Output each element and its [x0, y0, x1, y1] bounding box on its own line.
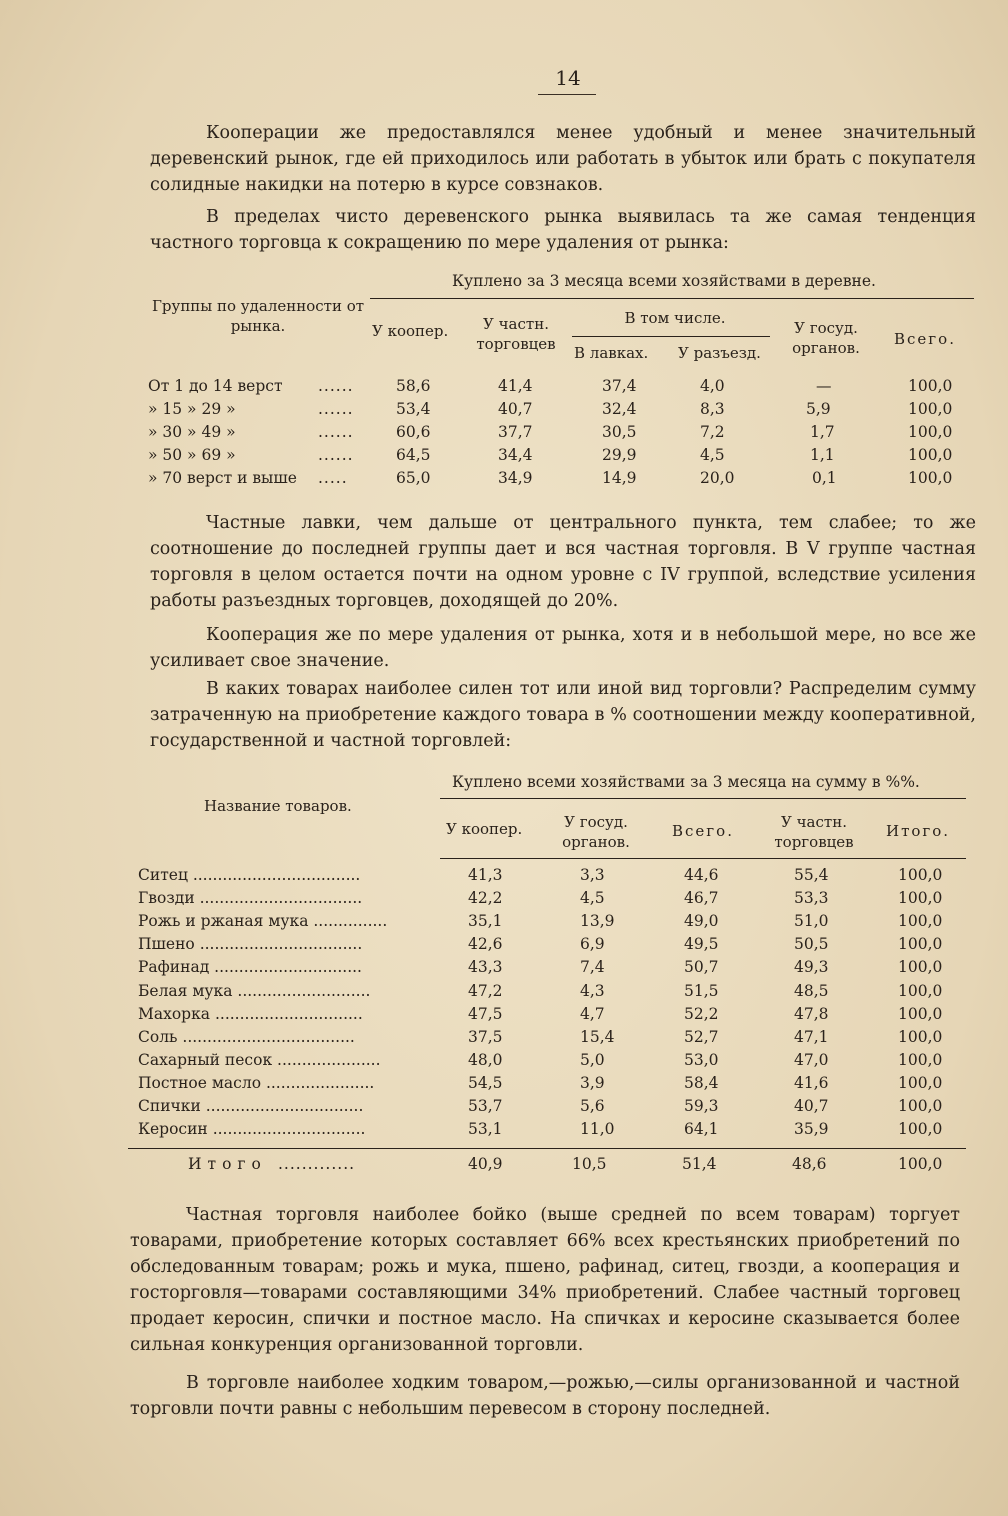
- cell-total: 100,0: [898, 1097, 943, 1115]
- cell-peddlers: 4,0: [700, 377, 725, 395]
- cell-private: 51,0: [794, 912, 829, 931]
- cell-total: 100,0: [898, 1050, 943, 1069]
- goods-name: Соль ...................................: [138, 1027, 355, 1046]
- cell-private: 34,4: [498, 446, 533, 464]
- cell-coop: 58,6: [396, 377, 431, 395]
- cell-peddlers: 20,0: [700, 469, 735, 487]
- cell-total: 100,0: [898, 935, 943, 954]
- table1-sub-rule: [572, 336, 770, 337]
- cell-private: 53,3: [794, 889, 829, 908]
- goods-name: Постное масло ......................: [138, 1073, 375, 1092]
- cell-coop: 41,3: [468, 866, 503, 884]
- row-group: » 15 » 29 »: [148, 400, 236, 418]
- cell-state: 7,4: [580, 958, 605, 977]
- cell-sum: 49,5: [684, 935, 719, 954]
- cell-state: 1,7: [810, 423, 835, 441]
- cell-sum: 58,4: [684, 1073, 719, 1092]
- cell-coop: 47,2: [468, 981, 503, 1000]
- total-label: Итого: [188, 1155, 267, 1173]
- cell-sum: 64,1: [684, 1120, 719, 1139]
- table1-header-coop: У коопер.: [372, 322, 449, 340]
- page-number: 14: [555, 66, 581, 90]
- cell-private: 41,4: [498, 377, 533, 395]
- cell-shops: 14,9: [602, 469, 637, 487]
- paragraph-6: Частная торговля наиболее бойко (выше средней по всем товарам) торгует товарами, приобретение которых составляет 66% всех крестьянских приобретений по обследованным товарам; рожь и мука, пшено, рафинад, ситец, гвозди, а кооперация и госторговля—товарами составляющими 34% приобретений. Слабее частный торговец продает керосин, спички и постное масло. На спичках и керосине сказывается более сильная конкуренция организованной торговли.: [130, 1205, 960, 1355]
- cell-coop: 35,1: [468, 912, 503, 931]
- cell-total: 100,0: [908, 400, 953, 418]
- goods-name: Рожь и ржаная мука ...............: [138, 912, 388, 931]
- table1-header-shops: В лавках.: [574, 344, 649, 362]
- cell-private: 47,1: [794, 1027, 829, 1046]
- cell-state: 4,7: [580, 1004, 605, 1023]
- cell-total: 100,0: [898, 1073, 943, 1092]
- cell-sum: 52,7: [684, 1027, 719, 1046]
- book-page: 14 Кооперации же предоставлялся менее удобный и менее значительный деревенский рынок, где ей приходилось или работать в убыток или брать с покупателя солидные накидки на потерю в курсе совзнаков. В пределах чисто деревенского рынка выявилась та же самая тенденция частного торговца к сокращению по мере удаления от рынка: Куплено за 3 месяца всеми хозяйствами в деревне. Группы по удаленности от рынка. У коопер. У частн. торговцев В том числе. В лавках. У разъезд. У госуд. органов. Всего. От 1 до 14 верст ...... 58,6 41,4 37,4 4,0 — 100,0 » 15 » 29 » ...... 53,4 40,7 32,4 8,3 5,9 100,0 » 30 » 49 » ...... 60,6 37,7 30,5 7,2 1,7 100,0 » 50 » 69 » ...... 64,5 34,4 29,9 4,5 1,1 100,0 » 70 верст и выше ..... 65,0 34,9 14,9 20,0 0,1 100,0 Частные лавки, чем дальше от центрального пункта, тем слабее; то же соотношение до последней группы дает и вся частная торговля. В V группе частная торговля в целом остается почти на одном уровне с IV группой, вследствие усиления работы разъездных торговцев, доходящей до 20%. Кооперация же по мере удаления от рынка, хотя и в небольшой мере, но все же усиливает свое значение. В каких товарах наиболее силен тот или иной вид торговли? Распределим сумму затраченную на приобретение каждого товара в % соотношении между кооперативной, государственной и частной торговлей: Куплено всеми хозяйствами за 3 месяца на сумму в %%. Название товаров. У коопер. У госуд. органов. Всего. У частн. торговцев Итого. Ситец .................................. 41,3 3,3 44,6 55,4 100,0 Гвозди ................................. 42,2 4,5 46,7 53,3 100,0 Рожь и ржаная мука ............... 35,1 13,9 49,0 51,0 100,0 Пшено ................................. 42,6 6,9 49,5 50,5 100,0 Рафинад .............................. 43,3 7,4 50,7 49,3 100,0 Белая мука ........................... 47,2 4,3 51,5 48,5 100,0 Махорка .............................. 47,5 4,7 52,2 47,8 100,0 Соль ................................... 37,5 15,4 52,7 47,1 100,0 Сахарный песок ..................... 48,0 5,0 53,0 47,0 100,0 Постное масло ...................... 54,5 3,9 58,4 41,6 100,0 Спички ................................ 53,7 5,6 59,3 40,7 100,0 Керосин ............................... 53,1 11,0 64,1 35,9 100,0 Итого ............. 40,9 10,5 51,4 48,6 100,0 Частная торговля наиболее бойко (выше средней по всем товарам) торгует товарами, приобретение которых составляет 66% всех крестьянских приобретений по обследованным товарам; рожь и мука, пшено, рафинад, ситец, гвозди, а кооперация и госторговля—товарами составляющими 34% приобретений. Слабее частный торговец продает керосин, спички и постное масло. На спичках и керосине сказывается более сильная конкуренция организованной торговли. В торговле наиболее ходким товаром,—рожью,—силы организованной и частной торговли почти равны с небольшим перевесом в сторону последней.: [0, 0, 1008, 1516]
- cell-shops: 32,4: [602, 400, 637, 418]
- cell-state: 5,0: [580, 1050, 605, 1069]
- total-coop: 40,9: [468, 1155, 503, 1173]
- goods-name: Пшено .................................: [138, 935, 363, 954]
- table2-header-coop: У коопер.: [446, 820, 523, 838]
- cell-private: 35,9: [794, 1120, 829, 1139]
- goods-name: Гвозди .................................: [138, 889, 363, 908]
- cell-sum: 52,2: [684, 1004, 719, 1023]
- cell-shops: 29,9: [602, 446, 637, 464]
- total-total: 100,0: [898, 1155, 943, 1173]
- table2-header-bottom-rule: [440, 858, 966, 859]
- goods-name: Сахарный песок .....................: [138, 1050, 381, 1069]
- cell-total: 100,0: [898, 912, 943, 931]
- cell-peddlers: 8,3: [700, 400, 725, 418]
- cell-coop: 53,1: [468, 1120, 503, 1139]
- cell-private: 41,6: [794, 1073, 829, 1092]
- cell-coop: 42,2: [468, 889, 503, 908]
- total-state: 10,5: [572, 1155, 607, 1173]
- cell-private: 55,4: [794, 866, 829, 884]
- cell-state: —: [816, 377, 832, 395]
- table1-caption: Куплено за 3 месяца всеми хозяйствами в деревне.: [452, 272, 876, 290]
- cell-coop: 43,3: [468, 958, 503, 977]
- cell-state: 11,0: [580, 1120, 615, 1139]
- cell-coop: 47,5: [468, 1004, 503, 1023]
- cell-sum: 44,6: [684, 866, 719, 884]
- row-group: От 1 до 14 верст: [148, 377, 283, 395]
- cell-total: 100,0: [908, 423, 953, 441]
- cell-total: 100,0: [898, 1004, 943, 1023]
- cell-state: 3,3: [580, 866, 605, 884]
- paragraph-1: Кооперации же предоставлялся менее удобный и менее значительный деревенский рынок, где ей приходилось или работать в убыток или брать с покупателя солидные накидки на потерю в курсе совзнаков.: [150, 123, 976, 195]
- paragraph-2: В пределах чисто деревенского рынка выявилась та же самая тенденция частного торговца к сокращению по мере удаления от рынка:: [150, 207, 976, 253]
- cell-coop: 48,0: [468, 1050, 503, 1069]
- cell-coop: 64,5: [396, 446, 431, 464]
- cell-coop: 65,0: [396, 469, 431, 487]
- goods-name: Ситец ..................................: [138, 866, 361, 884]
- cell-state: 3,9: [580, 1073, 605, 1092]
- cell-private: 50,5: [794, 935, 829, 954]
- cell-peddlers: 7,2: [700, 423, 725, 441]
- paragraph-4: Кооперация же по мере удаления от рынка, хотя и в небольшой мере, но все же усиливает свое значение.: [150, 625, 976, 671]
- table2-header-private: У частн. торговцев: [774, 813, 854, 851]
- cell-sum: 53,0: [684, 1050, 719, 1069]
- cell-peddlers: 4,5: [700, 446, 725, 464]
- row-group: » 70 верст и выше: [148, 469, 297, 487]
- cell-total: 100,0: [898, 1120, 943, 1139]
- row-group: » 30 » 49 »: [148, 423, 236, 441]
- table1-header-incl: В том числе.: [624, 309, 726, 327]
- paragraph-5: В каких товарах наиболее силен тот или иной вид торговли? Распределим сумму затраченную на приобретение каждого товара в % соотношении между кооперативной, государственной и частной торговлей:: [150, 679, 976, 751]
- cell-total: 100,0: [898, 981, 943, 1000]
- cell-total: 100,0: [908, 446, 953, 464]
- goods-name: Рафинад ..............................: [138, 958, 362, 977]
- cell-state: 1,1: [810, 446, 835, 464]
- table1-top-rule: [370, 298, 974, 299]
- cell-coop: 53,7: [468, 1097, 503, 1115]
- cell-coop: 54,5: [468, 1073, 503, 1092]
- cell-total: 100,0: [908, 469, 953, 487]
- cell-private: 48,5: [794, 981, 829, 1000]
- goods-name: Спички ................................: [138, 1097, 364, 1115]
- cell-state: 13,9: [580, 912, 615, 931]
- table2-header-name: Название товаров.: [204, 797, 352, 815]
- cell-private: 49,3: [794, 958, 829, 977]
- cell-state: 15,4: [580, 1027, 615, 1046]
- cell-private: 37,7: [498, 423, 533, 441]
- cell-total: 100,0: [898, 1027, 943, 1046]
- goods-name: Керосин ...............................: [138, 1120, 366, 1139]
- cell-sum: 49,0: [684, 912, 719, 931]
- cell-state: 5,9: [806, 400, 831, 418]
- cell-private: 47,8: [794, 1004, 829, 1023]
- cell-total: 100,0: [898, 866, 943, 884]
- cell-shops: 37,4: [602, 377, 637, 395]
- cell-private: 40,7: [794, 1097, 829, 1115]
- goods-name: Махорка ..............................: [138, 1004, 363, 1023]
- goods-name: Белая мука ...........................: [138, 981, 371, 1000]
- cell-total: 100,0: [908, 377, 953, 395]
- table2-header-state: У госуд. органов.: [562, 813, 630, 851]
- row-group: » 50 » 69 »: [148, 446, 236, 464]
- cell-private: 34,9: [498, 469, 533, 487]
- cell-sum: 50,7: [684, 958, 719, 977]
- cell-coop: 42,6: [468, 935, 503, 954]
- cell-state: 4,5: [580, 889, 605, 908]
- cell-coop: 53,4: [396, 400, 431, 418]
- cell-total: 100,0: [898, 889, 943, 908]
- cell-coop: 37,5: [468, 1027, 503, 1046]
- cell-state: 4,3: [580, 981, 605, 1000]
- table2-top-rule: [440, 798, 966, 799]
- table2-header-total: Итого.: [886, 822, 951, 840]
- cell-total: 100,0: [898, 958, 943, 977]
- cell-state: 0,1: [812, 469, 837, 487]
- cell-sum: 46,7: [684, 889, 719, 908]
- table2-header-sum: Всего.: [672, 822, 734, 840]
- cell-state: 6,9: [580, 935, 605, 954]
- paragraph-7: В торговле наиболее ходким товаром,—рожью,—силы организованной и частной торговли почти равны с небольшим перевесом в сторону последней.: [130, 1373, 960, 1419]
- table1-header-group: Группы по удаленности от рынка.: [151, 297, 365, 335]
- table1-header-private: У частн. торговцев: [476, 315, 556, 353]
- table1-header-peddlers: У разъезд.: [678, 344, 761, 362]
- paragraph-3: Частные лавки, чем дальше от центрального пункта, тем слабее; то же соотношение до последней группы дает и вся частная торговля. В V группе частная торговля в целом остается почти на одном уровне с IV группой, вследствие усиления работы разъездных торговцев, доходящей до 20%.: [150, 513, 976, 611]
- table2-caption: Куплено всеми хозяйствами за 3 месяца на сумму в %%.: [452, 773, 920, 791]
- page-number-underline: [538, 94, 596, 95]
- cell-state: 5,6: [580, 1097, 605, 1115]
- table1-header-state: У госуд. органов.: [792, 319, 860, 357]
- cell-sum: 59,3: [684, 1097, 719, 1115]
- table2-total-rule: [128, 1148, 966, 1149]
- total-private: 48,6: [792, 1155, 827, 1173]
- cell-private: 40,7: [498, 400, 533, 418]
- cell-private: 47,0: [794, 1050, 829, 1069]
- cell-coop: 60,6: [396, 423, 431, 441]
- total-sum: 51,4: [682, 1155, 717, 1173]
- table1-header-total: Всего.: [894, 330, 956, 348]
- cell-shops: 30,5: [602, 423, 637, 441]
- cell-sum: 51,5: [684, 981, 719, 1000]
